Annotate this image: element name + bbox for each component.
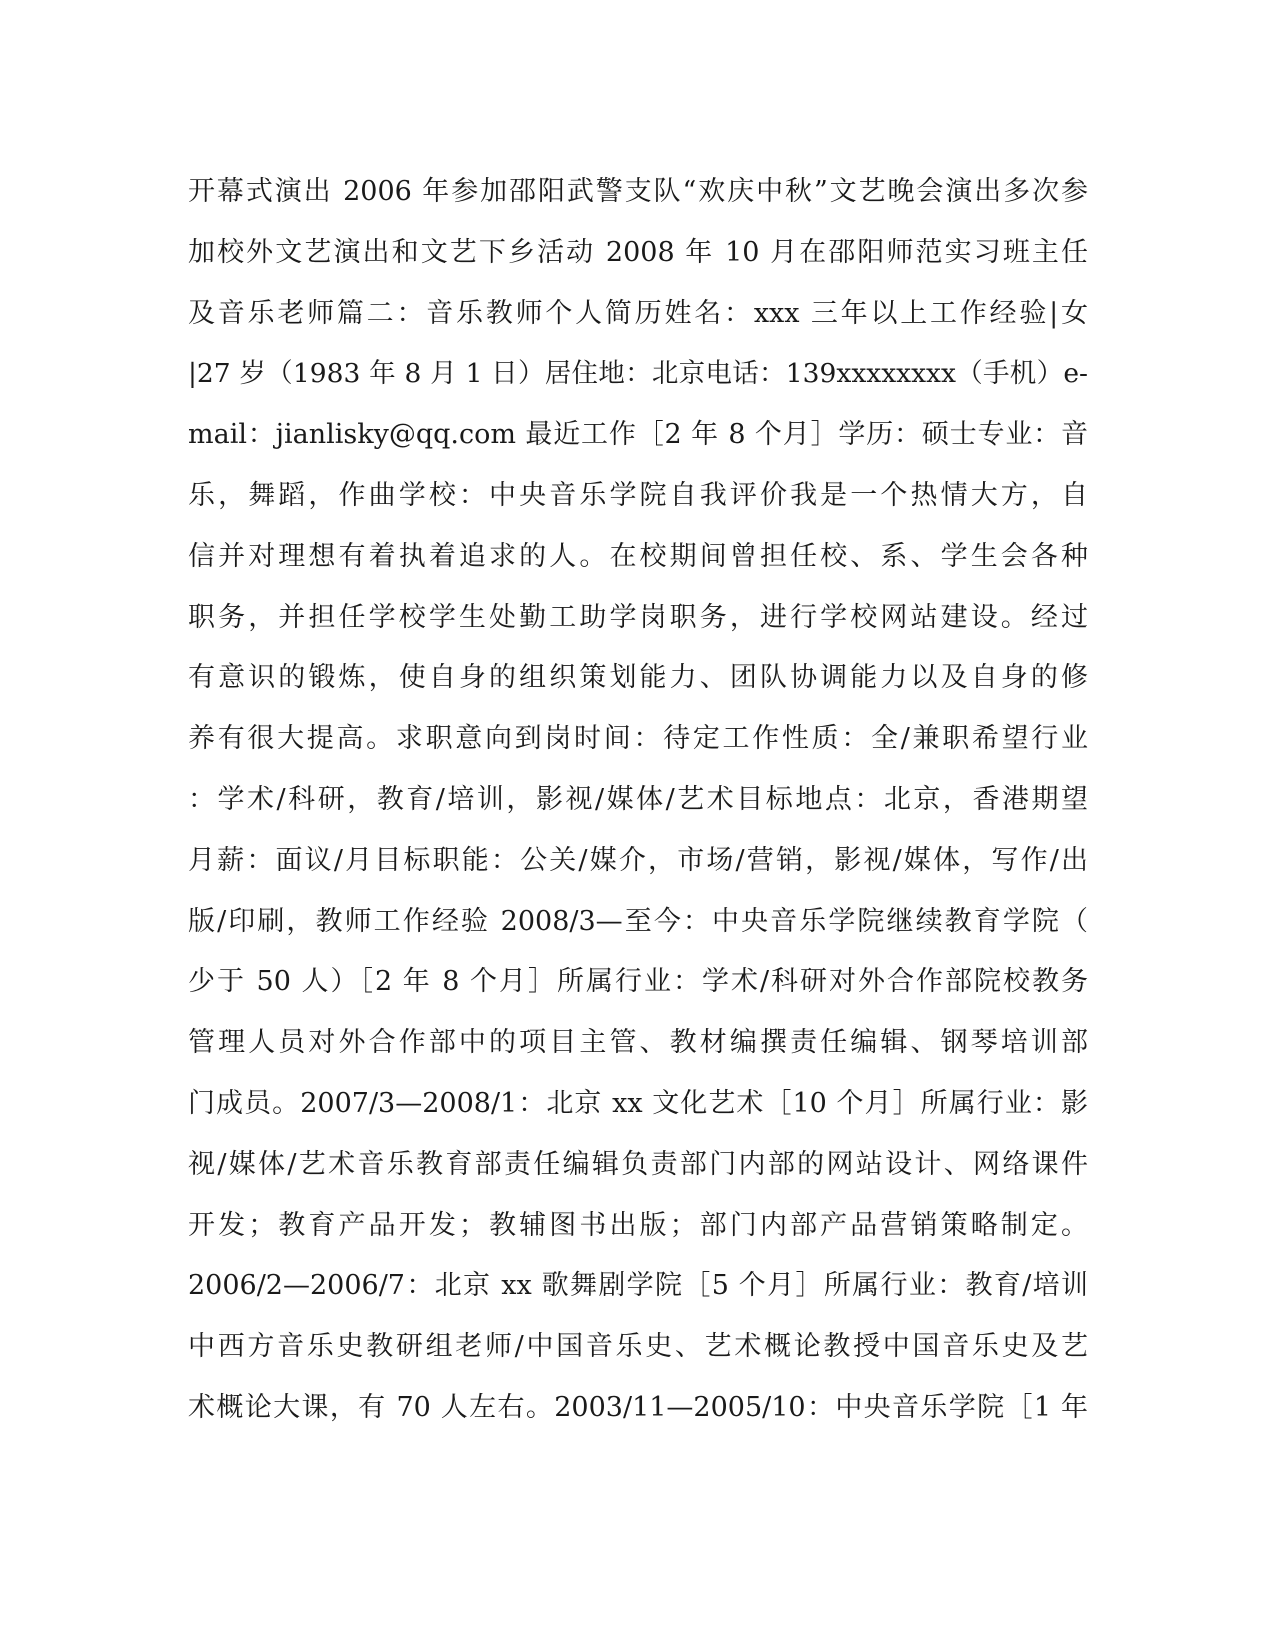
text-line: 养有很大提高。求职意向到岗时间：待定工作性质：全/兼职希望行业 [188, 723, 1088, 755]
body-text [188, 162, 1088, 1439]
text-line: 2006/2—2006/7：北京 xx 歌舞剧学院［5 个月］所属行业：教育/培训 [188, 1270, 1088, 1302]
text-line: 有意识的锻炼，使自身的组织策划能力、团队协调能力以及自身的修 [188, 662, 1088, 694]
text-line: 开幕式演出 2006 年参加邵阳武警支队“欢庆中秋”文艺晚会演出多次参 [188, 176, 1088, 207]
text-line: mail：jianlisky@qq.com 最近工作［2 年 8 个月］学历：硕士专业：音 [188, 419, 1088, 451]
text-line: 开发；教育产品开发；教辅图书出版；部门内部产品营销策略制定。 [188, 1209, 1088, 1241]
text-line: 少于 50 人）［2 年 8 个月］所属行业：学术/科研对外合作部院校教务 [188, 966, 1088, 998]
text-line: 月薪：面议/月目标职能：公关/媒介，市场/营销，影视/媒体，写作/出 [188, 844, 1088, 876]
text-line: 加校外文艺演出和文艺下乡活动 2008 年 10 月在邵阳师范实习班主任 [188, 236, 1088, 268]
text-line: 门成员。2007/3—2008/1：北京 xx 文化艺术［10 个月］所属行业：影 [188, 1087, 1088, 1119]
text-line: |27 岁（1983 年 8 月 1 日）居住地：北京电话：139xxxxxxxx（手机）e- [188, 358, 1088, 390]
text-line: 术概论大课，有 70 人左右。2003/11—2005/10：中央音乐学院［1 年 [188, 1391, 1088, 1423]
text-line: 版/印刷，教师工作经验 2008/3—至今：中央音乐学院继续教育学院（ [188, 905, 1088, 937]
text-line: 中西方音乐史教研组老师/中国音乐史、艺术概论教授中国音乐史及艺 [188, 1331, 1088, 1363]
text-line: 职务，并担任学校学生处勤工助学岗职务，进行学校网站建设。经过 [188, 601, 1088, 633]
text-line: 管理人员对外合作部中的项目主管、教材编撰责任编辑、钢琴培训部 [188, 1027, 1088, 1059]
text-line: 及音乐老师篇二：音乐教师个人简历姓名：xxx 三年以上工作经验|女 [188, 297, 1088, 329]
text-line: 乐，舞蹈，作曲学校：中央音乐学院自我评价我是一个热情大方，自 [188, 479, 1088, 511]
text-line: ：学术/科研，教育/培训，影视/媒体/艺术目标地点：北京，香港期望 [188, 783, 1088, 815]
text-line: 视/媒体/艺术音乐教育部责任编辑负责部门内部的网站设计、网络课件 [188, 1148, 1088, 1180]
text-line: 信并对理想有着执着追求的人。在校期间曾担任校、系、学生会各种 [188, 540, 1088, 572]
